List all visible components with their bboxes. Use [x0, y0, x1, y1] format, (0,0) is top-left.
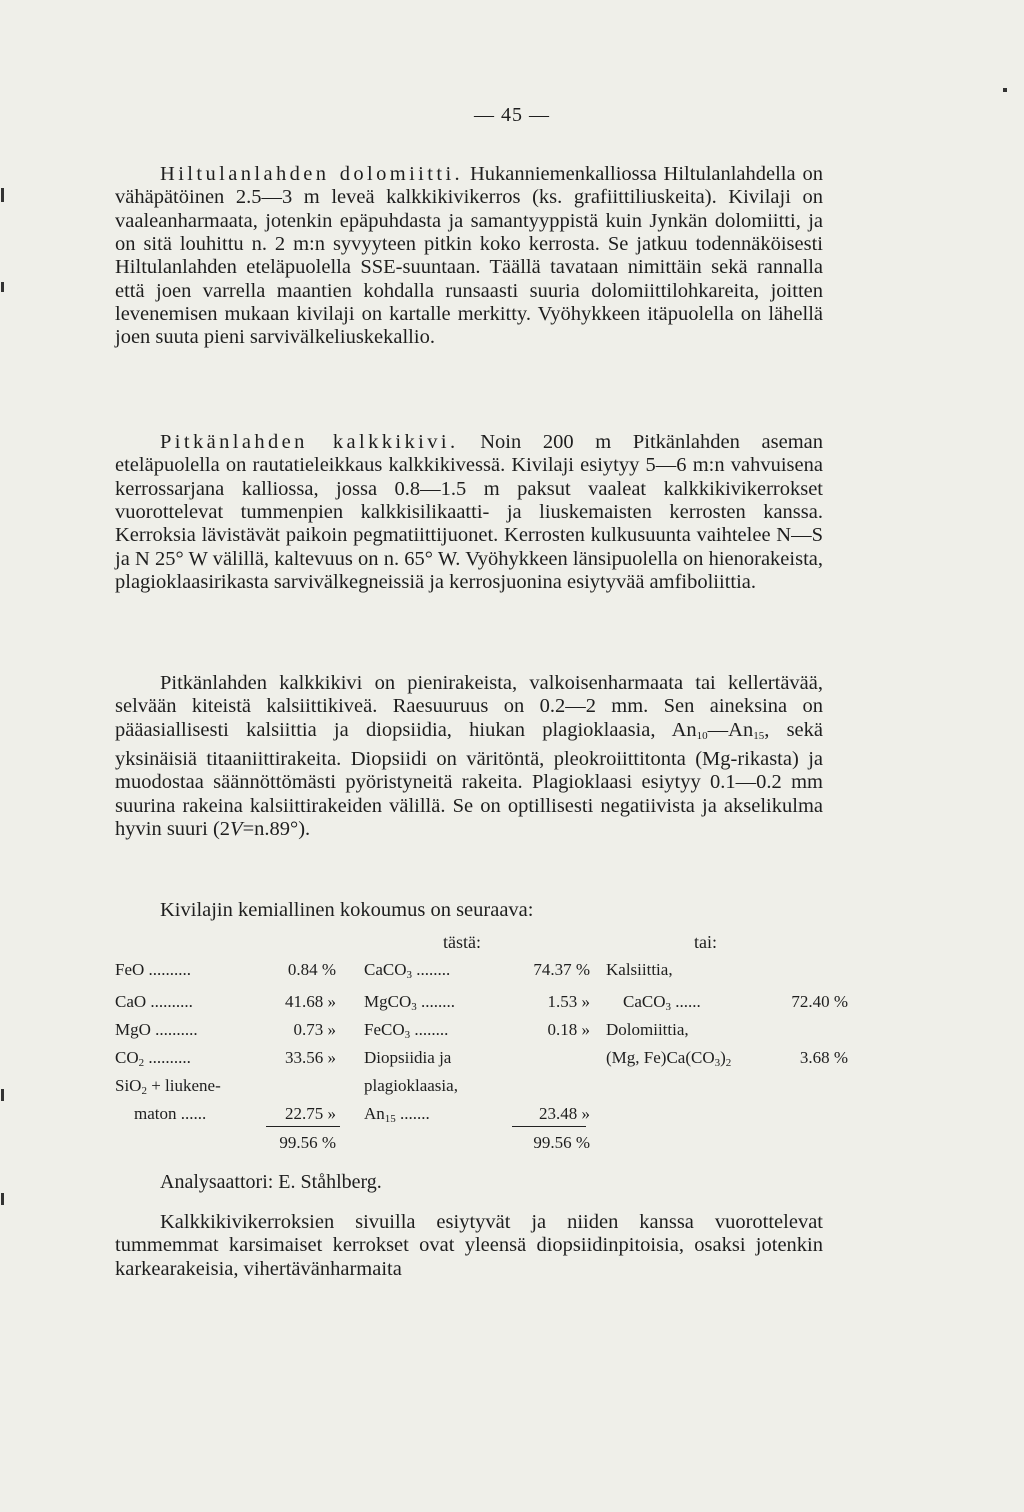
table-row-col3-label: Dolomiittia, — [606, 1020, 689, 1039]
table-row-col2-label: CaCO$_3$ ........ — [364, 960, 451, 981]
paragraph-hiltulanlahti — [115, 163, 823, 350]
heading-hiltulanlahti: Hiltulanlahden dolomiitti. — [160, 163, 464, 185]
table-row-col1-label: maton ...... — [134, 1104, 207, 1123]
table-row-col3-label: (Mg, $Fe)Ca(CO_3)_2$ — [606, 1048, 732, 1069]
table-row-col3-label: CaCO$_3$ ...... — [623, 992, 701, 1013]
table-total-col1: 99.56 % — [279, 1133, 336, 1152]
table-row-col2-label: $An_{15}$ ....... — [364, 1104, 430, 1125]
table-row-col2-value: 23.48 » — [539, 1104, 590, 1123]
table-row-col2-label: MgCO$_3$ ........ — [364, 992, 455, 1013]
sub-an15: 15 — [753, 729, 765, 742]
heading-pitkanlahti: Pitkänlahden kalkkikivi. — [160, 431, 459, 453]
table-row-col1-value: 0.73 » — [293, 1020, 336, 1039]
text-pitkanlahti: Noin 200 m Pitkänlahden aseman eteläpuolella on rautatieleikkaus kalkkikivessä. Kivilaji esiytyy 5—6 m:n vahvuisena kerrossarjana kalliossa, jossa 0.8—1.5 m paksut vaaleat kalkkikivikerrokset vuorottelevat tummenpien kalkkisilikaatti- ja liuskemaisten kerrosten kanssa. Kerroksia lävistävät paikoin pegmatiittijuonet. Kerrosten kulkusuunta vaihtelee N—S ja N 25° W välillä, kaltevuus on n. 65° W. Vyöhykkeen länsipuolella on hienorakeista, plagioklaasirikasta sarvivälkegneissiä ja kerrosjuonina esiytyvää amfiboliittia. — [115, 431, 824, 594]
table-row-col1-value: 33.56 » — [285, 1048, 336, 1067]
table-header-tasta: tästä: — [443, 932, 481, 952]
table-row-col1-value: 41.68 » — [285, 992, 336, 1011]
table-row-col1-label: SiO$_2$ + liukene- — [115, 1076, 221, 1097]
text-microscopy-b: —An — [707, 718, 754, 741]
table-row-col2-value: 74.37 % — [533, 960, 590, 979]
text-microscopy-v: V — [230, 818, 243, 841]
sub-an10: 10 — [696, 729, 708, 742]
table-row-col1-value: 0.84 % — [287, 960, 336, 979]
table-row-col2-label: plagioklaasia, — [364, 1076, 458, 1095]
table-row-col1-label: CaO .......... — [115, 992, 193, 1011]
table-row-col2-value: 1.53 » — [547, 992, 590, 1011]
table-row-col3-value: 3.68 % — [799, 1048, 848, 1067]
text-microscopy-c: , sekä yksinäisiä titaaniittirakeita. Diopsiidi on väritöntä, pleokroiittitonta (Mg-rikasta) ja muodostaa säännöttömästi pyöristyneitä rakeita. Plagioklaasi esiytyy 0.1—0.2 mm suurina rakeina kalsiittirakeiden välillä. Se on optillisesti negatiivista ja akselikulma hyvin suuri (2 — [115, 718, 823, 841]
table-row-col1-label: FeO .......... — [115, 960, 192, 979]
table-row-col3-label: Kalsiittia, — [606, 960, 673, 979]
table-row-col2-value: 0.18 » — [547, 1020, 590, 1039]
table-total-col2: 99.56 % — [533, 1133, 590, 1152]
table-row-col3-value: 72.40 % — [791, 992, 848, 1011]
text-hiltulanlahti: Hukanniemenkalliossa Hiltulanlahdella on vähäpätöinen 2.5—3 m leveä kalkkikivikerros (ks. grafiittiliuskeita). Kivilaji on vaaleanharmaata, jotenkin epäpuhdasta ja samantyyppistä kuin Jynkän dolomiitti, ja on sitä louhittu n. 2 m:n syvyyteen pitkin koko kerrosta. Se jatkuu todennäköisesti Hiltulanlahden eteläpuolella SSE-suuntaan. Täällä tavataan nimittäin sekä rannalla että joen varrella maantien kohdalla runsaasti suuria dolomiittilohkareita, joitten levenemisen mukaan kivilaji on kartalle merkitty. Vyöhykkeen itäpuolella on lähellä joen suuta pieni sarvivälkeliuskekallio. — [115, 163, 823, 349]
table-header-tai: tai: — [694, 932, 717, 952]
table-row-col1-label: $CO_2$ .......... — [115, 1048, 191, 1069]
total-rule-col2 — [512, 1126, 586, 1127]
final-paragraph: Kalkkikivikerroksien sivuilla esiytyvät ja niiden kanssa vuorottelevat tummemmat karsimaiset kerrokset ovat yleensä diopsiidinpitoisia, osaksi jotenkin karkearakeisia, vihertävänharmaita — [115, 1211, 823, 1280]
table-intro: Kivilajin kemiallinen kokoumus on seuraava: — [160, 899, 534, 921]
text-microscopy-a: Pitkänlahden kalkkikivi on pienirakeista, valkoisenharmaata tai kellertävää, selvään kiteistä kalsiittikiveä. Raesuuruus on 0.2—2 mm. Sen aineksina on pääasiallisesti kalsiittia ja diopsiidia, hiukan plagioklaasia, An — [115, 672, 823, 741]
analyst-line: Analysaattori: E. Ståhlberg. — [160, 1171, 382, 1193]
table-row-col2-label: Diopsiidia ja — [364, 1048, 452, 1067]
table-row-col1-value: 22.75 » — [285, 1104, 336, 1123]
table-row-col1-label: MgO .......... — [115, 1020, 198, 1039]
table-row-col2-label: FeCO$_3$ ........ — [364, 1020, 449, 1041]
text-microscopy-d: =n.89°). — [242, 818, 311, 841]
paragraph-microscopy — [115, 672, 823, 841]
paragraph-pitkanlahti — [115, 431, 823, 594]
page-number: — 45 — — [474, 104, 550, 126]
total-rule-col1 — [266, 1126, 340, 1127]
